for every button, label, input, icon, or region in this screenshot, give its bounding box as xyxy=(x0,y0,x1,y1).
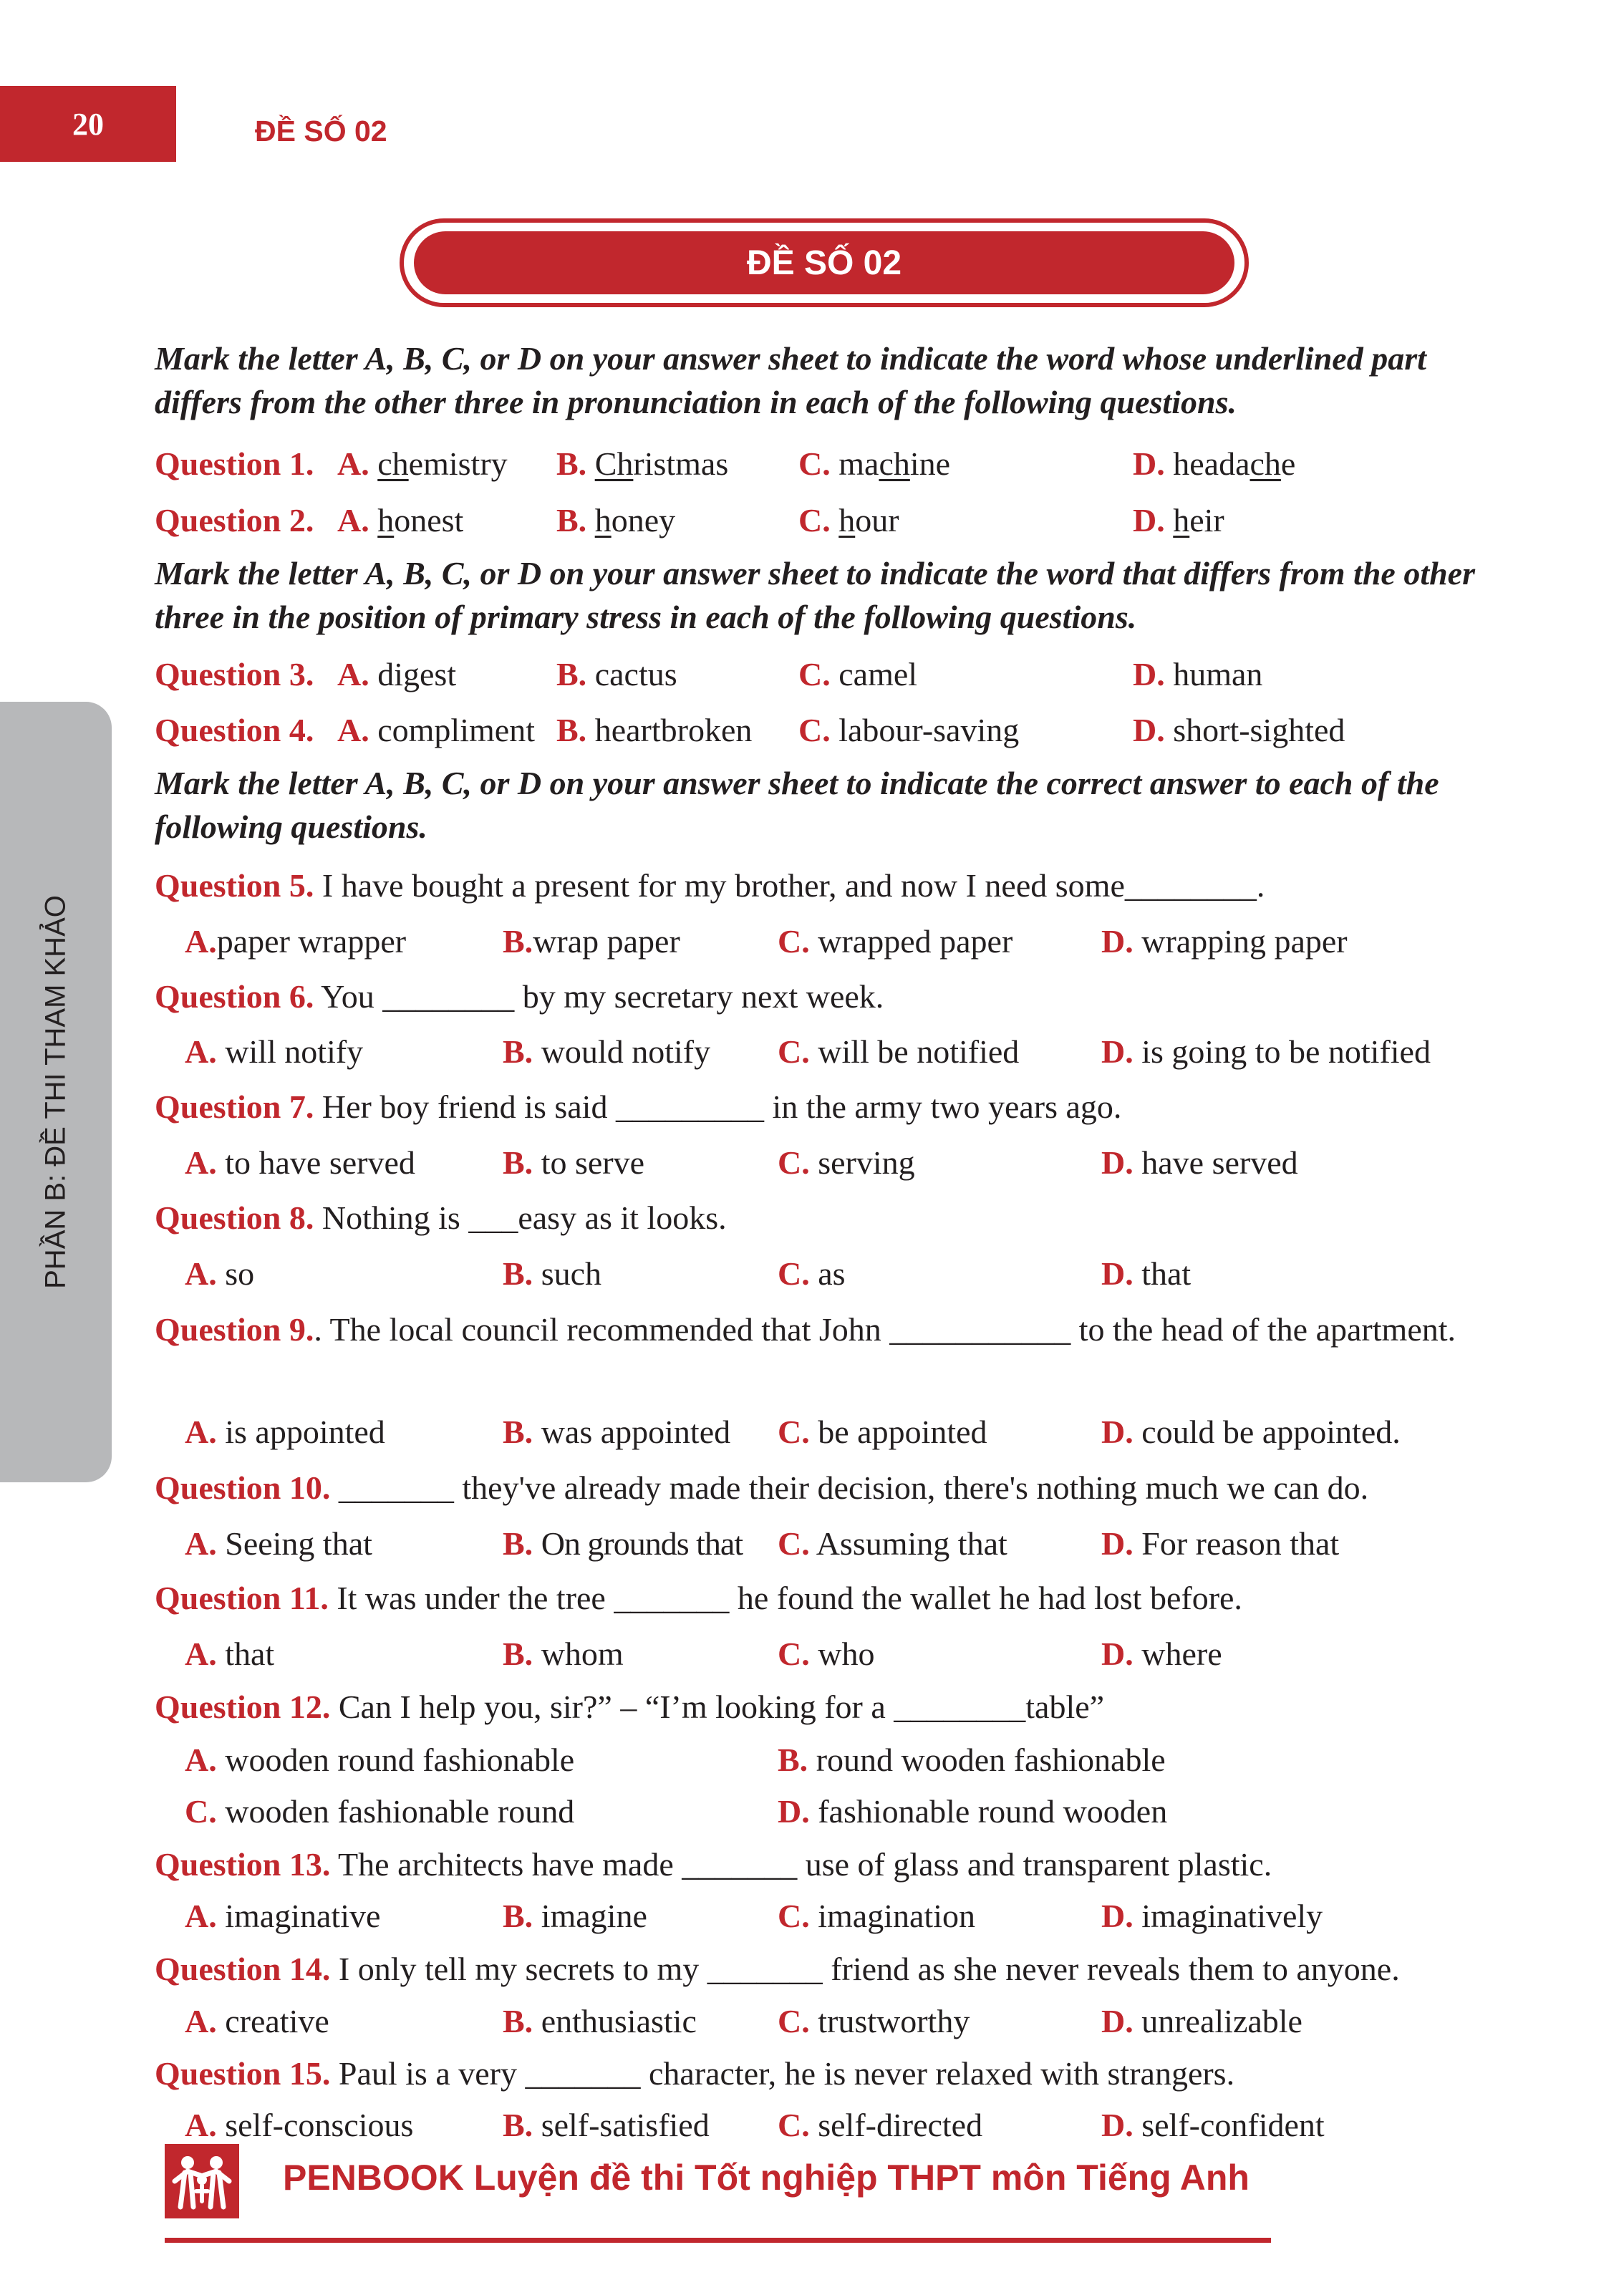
question-10 xyxy=(155,1467,1501,1510)
option-c[interactable]: C. imagination xyxy=(778,1898,975,1934)
option-c[interactable]: C. labour-saving xyxy=(798,712,1020,748)
footer-divider xyxy=(165,2238,1271,2243)
option-a[interactable]: A. imaginative xyxy=(185,1898,381,1934)
question-stem: Her boy friend is said _________ in the army two years ago. xyxy=(322,1088,1122,1125)
option-b[interactable]: B. imagine xyxy=(503,1898,647,1934)
question-1 xyxy=(155,443,1501,486)
option-a[interactable]: A. creative xyxy=(185,2003,329,2039)
question-stem: Can I help you, sir?” – “I’m looking for a ________table” xyxy=(338,1689,1105,1725)
running-title: ĐỀ SỐ 02 xyxy=(255,115,387,148)
question-label: Question 4. xyxy=(155,712,314,748)
question-14 xyxy=(155,1948,1501,1991)
option-d[interactable]: D. short-sighted xyxy=(1133,712,1345,748)
option-d[interactable]: D. self-confident xyxy=(1101,2107,1325,2143)
instruction-stress: Mark the letter A, B, C, or D on your answer sheet to indicate the word that differs from the other three in the position of primary stress in each of the following questions. xyxy=(155,555,1475,635)
option-a[interactable]: A. is appointed xyxy=(185,1414,385,1450)
question-stem: _______ they've already made their decision, there's nothing much we can do. xyxy=(338,1469,1369,1506)
option-c[interactable]: C. as xyxy=(778,1255,846,1292)
option-c[interactable]: C. self-directed xyxy=(778,2107,983,2143)
instruction-correct-answer: Mark the letter A, B, C, or D on your answer sheet to indicate the correct answer to each of the following questions. xyxy=(155,765,1439,845)
question-stem: It was under the tree _______ he found the wallet he had lost before. xyxy=(337,1580,1242,1616)
option-b[interactable]: B. On grounds that xyxy=(503,1525,743,1562)
question-stem: You ________ by my secretary next week. xyxy=(321,978,884,1015)
option-a[interactable]: A.paper wrapper xyxy=(185,923,407,960)
question-stem: I only tell my secrets to my _______ friend as she never reveals them to anyone. xyxy=(338,1951,1400,1987)
option-d[interactable]: D. is going to be notified xyxy=(1101,1033,1431,1070)
option-d[interactable]: D. fashionable round wooden xyxy=(778,1793,1168,1830)
instruction-pronunciation: Mark the letter A, B, C, or D on your answer sheet to indicate the word whose underlined part differs from the other three in pronunciation in each of the following questions. xyxy=(155,340,1426,420)
option-d[interactable]: D. human xyxy=(1133,656,1263,692)
option-a[interactable]: A. will notify xyxy=(185,1033,364,1070)
option-b[interactable]: B. Christmas xyxy=(556,445,729,482)
option-b[interactable]: B. self-satisfied xyxy=(503,2107,710,2143)
question-2 xyxy=(155,499,1501,542)
question-label: Question 14. xyxy=(155,1951,331,1987)
exam-title: ĐỀ SỐ 02 xyxy=(414,231,1234,294)
option-a[interactable]: A. to have served xyxy=(185,1144,415,1181)
question-label: Question 6. xyxy=(155,978,314,1015)
option-d[interactable]: D. For reason that xyxy=(1101,1525,1340,1562)
family-icon xyxy=(165,2144,239,2218)
option-d[interactable]: D. that xyxy=(1101,1255,1192,1292)
question-label: Question 2. xyxy=(155,502,314,538)
option-c[interactable]: C. who xyxy=(778,1636,875,1672)
option-a[interactable]: A. wooden round fashionable xyxy=(185,1742,575,1778)
option-d[interactable]: D. wrapping paper xyxy=(1101,923,1348,960)
question-label: Question 12. xyxy=(155,1689,331,1725)
question-12 xyxy=(155,1686,1501,1729)
option-d[interactable]: D. headache xyxy=(1133,445,1296,482)
question-label: Question 8. xyxy=(155,1199,314,1236)
option-b[interactable]: B. was appointed xyxy=(503,1414,731,1450)
question-label: Question 5. xyxy=(155,867,314,904)
option-a[interactable]: A. self-conscious xyxy=(185,2107,414,2143)
footer-brand: PENBOOK Luyện đề thi Tốt nghiệp THPT môn Tiếng Anh xyxy=(283,2158,1250,2198)
question-6 xyxy=(155,975,1501,1018)
question-7 xyxy=(155,1086,1501,1129)
option-a[interactable]: A. honest xyxy=(337,502,464,538)
question-stem: . The local council recommended that John ___________ to the head of the apartment. xyxy=(314,1311,1456,1348)
question-9 xyxy=(155,1306,1501,1353)
option-c[interactable]: C. Assuming that xyxy=(778,1525,1007,1562)
question-3 xyxy=(155,653,1501,696)
option-b[interactable]: B. honey xyxy=(556,502,676,538)
option-d[interactable]: D. have served xyxy=(1101,1144,1298,1181)
option-c[interactable]: C. serving xyxy=(778,1144,915,1181)
option-b[interactable]: B. to serve xyxy=(503,1144,645,1181)
question-label: Question 1. xyxy=(155,445,314,482)
side-tab-label: PHẦN B: ĐỀ THI THAM KHẢO xyxy=(39,895,72,1289)
question-15 xyxy=(155,2052,1501,2095)
option-c[interactable]: C. trustworthy xyxy=(778,2003,970,2039)
option-a[interactable]: A. digest xyxy=(337,656,457,692)
option-c[interactable]: C. will be notified xyxy=(778,1033,1020,1070)
question-8 xyxy=(155,1197,1501,1240)
question-label: Question 7. xyxy=(155,1088,314,1125)
option-c[interactable]: C. camel xyxy=(798,656,918,692)
option-b[interactable]: B. enthusiastic xyxy=(503,2003,697,2039)
page-number: 20 xyxy=(0,86,176,162)
option-a[interactable]: A. so xyxy=(185,1255,255,1292)
option-a[interactable]: A. compliment xyxy=(337,712,535,748)
option-d[interactable]: D. heir xyxy=(1133,502,1224,538)
option-d[interactable]: D. imaginatively xyxy=(1101,1898,1323,1934)
option-c[interactable]: C. hour xyxy=(798,502,899,538)
question-11 xyxy=(155,1577,1501,1620)
question-stem: Paul is a very _______ character, he is never relaxed with strangers. xyxy=(338,2055,1235,2092)
question-label: Question 10. xyxy=(155,1469,331,1506)
question-label: Question 15. xyxy=(155,2055,331,2092)
option-b[interactable]: B.wrap paper xyxy=(503,923,680,960)
option-c[interactable]: C. machine xyxy=(798,445,951,482)
option-c[interactable]: C. wooden fashionable round xyxy=(185,1793,575,1830)
question-label: Question 3. xyxy=(155,656,314,692)
option-d[interactable]: D. unrealizable xyxy=(1101,2003,1302,2039)
option-c[interactable]: C. be appointed xyxy=(778,1414,987,1450)
option-b[interactable]: B. such xyxy=(503,1255,602,1292)
question-label: Question 13. xyxy=(155,1846,331,1883)
option-b[interactable]: B. round wooden fashionable xyxy=(778,1742,1166,1778)
option-b[interactable]: B. would notify xyxy=(503,1033,711,1070)
question-stem: I have bought a present for my brother, and now I need some________. xyxy=(322,867,1265,904)
question-4 xyxy=(155,709,1501,752)
question-label: Question 11. xyxy=(155,1580,329,1616)
option-b[interactable]: B. heartbroken xyxy=(556,712,753,748)
option-a[interactable]: A. Seeing that xyxy=(185,1525,372,1562)
option-c[interactable]: C. wrapped paper xyxy=(778,923,1013,960)
option-d[interactable]: D. where xyxy=(1101,1636,1222,1672)
question-13 xyxy=(155,1843,1501,1886)
question-stem: The architects have made _______ use of glass and transparent plastic. xyxy=(338,1846,1272,1883)
option-a[interactable]: A. that xyxy=(185,1636,275,1672)
option-b[interactable]: B. cactus xyxy=(556,656,677,692)
option-d[interactable]: D. could be appointed. xyxy=(1101,1414,1401,1450)
option-a[interactable]: A. chemistry xyxy=(337,445,508,482)
option-b[interactable]: B. whom xyxy=(503,1636,624,1672)
question-5 xyxy=(155,864,1501,907)
exam-title-banner xyxy=(400,218,1249,307)
question-stem: Nothing is ___easy as it looks. xyxy=(322,1199,727,1236)
question-label: Question 9. xyxy=(155,1311,314,1348)
